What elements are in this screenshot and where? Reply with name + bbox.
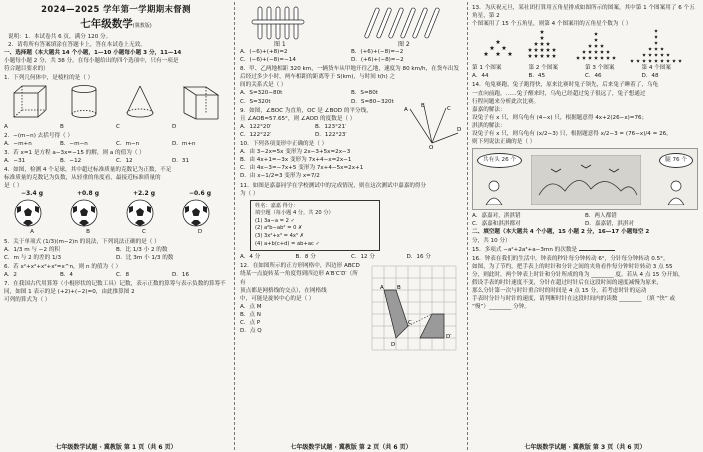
star-icon bbox=[636, 59, 640, 62]
question-1: 1．下列几何体中，是棱柱的是（ ） bbox=[4, 75, 94, 82]
star-icon bbox=[648, 47, 652, 50]
page-2 bbox=[240, 4, 462, 444]
q2-option-a: A．−m+n bbox=[4, 140, 32, 147]
question-3: 3．若 x=1 是方程 a−3x=−15 的解，则 a 的值为（ ） bbox=[4, 149, 145, 156]
question-8-line2: 间的关系式是（ ） bbox=[240, 82, 287, 89]
star-icon bbox=[588, 56, 592, 60]
question-16: 16．钟表在我们的生活中，钟表的秒针每分钟转动 6°，分针每分钟转动 0.5°。 bbox=[472, 255, 669, 262]
exam-subject: 七年级数学(冀教版) bbox=[80, 18, 152, 30]
column-divider bbox=[234, 2, 235, 450]
pattern-label-2: 第 2 个图案 bbox=[528, 65, 558, 72]
question-4-line2: 标准质量的克数记为负数，从轻重的角度看，最接近标准质量的 bbox=[4, 175, 161, 182]
grid-diagram bbox=[368, 262, 460, 354]
star-icon bbox=[654, 47, 658, 50]
figure-2-label: 图 2 bbox=[398, 41, 410, 48]
soccer-ball-icon bbox=[181, 198, 211, 228]
star-icon bbox=[660, 59, 664, 62]
svg-text:C: C bbox=[408, 320, 412, 327]
q1-option-a: A bbox=[4, 123, 8, 130]
star-icon bbox=[528, 54, 532, 58]
question-12: 12．在如图所示的正方形网格中，四边形 ABCD 绕某一点旋转某一角度得到四边形 A′B′C′D′（所有 bbox=[240, 263, 360, 286]
svg-text:A: A bbox=[380, 285, 384, 292]
star-icon bbox=[490, 46, 495, 50]
matchstick-figures bbox=[240, 4, 462, 48]
star-icon bbox=[654, 59, 658, 62]
star-icon bbox=[600, 44, 604, 48]
q14-option-a: A．嘉嘉对，淇淇错 bbox=[472, 213, 521, 220]
star-icon bbox=[540, 48, 544, 52]
star-icon bbox=[594, 38, 598, 42]
comic-illustration bbox=[472, 148, 698, 210]
soccer-ball-icon bbox=[69, 198, 99, 228]
star-icon bbox=[552, 54, 556, 58]
pattern-label-3: 第 3 个图案 bbox=[585, 65, 615, 72]
q14-option-b: B．两人都错 bbox=[585, 213, 617, 220]
star-icon bbox=[534, 42, 538, 46]
svg-text:O: O bbox=[429, 144, 434, 149]
q7-option-a: A．(−6)+(+8)=2 bbox=[240, 49, 288, 55]
figure-a-cube bbox=[14, 86, 46, 117]
star-icon bbox=[654, 35, 658, 38]
star-pattern bbox=[472, 28, 698, 64]
question-9-line2: 且 ∠AOB=57.65°，则 ∠AOD 的度数是（ ） bbox=[240, 115, 356, 122]
star-icon bbox=[496, 40, 501, 44]
q10-option-a: A．由 3−2x=5x 变形为 2x−3+5x=2x−3 bbox=[240, 149, 351, 156]
q5-option-d: D．比 3m 小 1/3 的数 bbox=[116, 254, 174, 261]
star-icon bbox=[678, 59, 682, 62]
ball-d: −0.6 g D bbox=[181, 190, 219, 236]
q12-option-a: A．点 M bbox=[240, 303, 262, 310]
star-icon bbox=[600, 56, 604, 60]
soccer-ball-icon bbox=[125, 198, 155, 228]
q8-option-d: D．S=80−320t bbox=[351, 98, 394, 105]
svg-text:B: B bbox=[421, 102, 425, 109]
star-icon bbox=[660, 53, 664, 56]
q12-option-d: D．点 Q bbox=[240, 328, 262, 335]
star-icon bbox=[648, 53, 652, 56]
q5-option-c: C．m 与 2 的差的 1/3 bbox=[4, 254, 61, 261]
q11-option-c: C．12 分 bbox=[351, 254, 375, 261]
star-icon bbox=[654, 41, 658, 44]
figure-1-label: 图 1 bbox=[274, 41, 286, 48]
question-7-line2: 可列的算式为（ ） bbox=[4, 297, 51, 304]
ball-b: +0.8 g B bbox=[69, 190, 107, 236]
q12-option-c: C．点 P bbox=[240, 320, 261, 326]
star-icon bbox=[534, 54, 538, 58]
star-icon bbox=[648, 59, 652, 62]
section-1-heading-c: 符合题目要求的） bbox=[4, 66, 49, 73]
pattern-label-4: 第 4 个图案 bbox=[641, 65, 671, 72]
question-4: 4．如图，检测 4 个足球，其中超过标准质量的克数记为正数，不足 bbox=[4, 167, 172, 174]
angle-diagram bbox=[402, 103, 462, 149]
q8-option-a: A．S=320−80t bbox=[240, 90, 283, 97]
star-icon bbox=[502, 46, 507, 50]
star-icon bbox=[540, 42, 544, 46]
figure-1-sticks bbox=[252, 7, 304, 39]
instruction-1: 说明：1．本试卷共 6 页，满分 120 分。 bbox=[8, 34, 112, 40]
answer-board: 姓名：嘉嘉 得分： 填空题（每小题 4 分，共 20 分） (1) 3a−a = 2 ✓ (2) a²b−ab² = 0 ✗ (3) 3x²+x³ = 4x⁵ ✗ (4) a+b(c+d) = ab+ac ✓ bbox=[250, 200, 380, 252]
footer-page-3: 七年级数学试题 · 冀教版 第 3 页（共 6 页） bbox=[524, 444, 646, 451]
q13-option-b: B．45 bbox=[528, 73, 546, 80]
q11-option-a: A．4 分 bbox=[240, 254, 261, 261]
svg-text:D: D bbox=[457, 126, 462, 133]
star-icon bbox=[672, 59, 676, 62]
star-icon bbox=[654, 53, 658, 56]
figure-c-cone bbox=[127, 86, 153, 117]
question-6: 6．若 x²+x²+x²+x²=x^n，则 n 的值为（ ） bbox=[4, 263, 122, 270]
q9-option-c: C．122°22′ bbox=[240, 131, 272, 138]
q9-option-b: B．123°21′ bbox=[315, 123, 347, 130]
question-10: 10．下列各项变形中正确的是（ ） bbox=[240, 141, 328, 148]
q1-option-b: B bbox=[60, 123, 64, 130]
person-icon bbox=[665, 179, 687, 205]
q13-option-c: C．46 bbox=[585, 73, 602, 80]
star-icon bbox=[508, 52, 513, 56]
q13-option-a: A．44 bbox=[472, 73, 489, 80]
star-icon bbox=[540, 30, 544, 34]
q5-option-b: B．比 1/3 小 2 的数 bbox=[116, 246, 168, 253]
q9-option-a: A．122°20′ bbox=[240, 123, 272, 130]
q3-option-c: C．12 bbox=[116, 157, 133, 164]
ball-c: +2.2 g C bbox=[125, 190, 163, 236]
page-1 bbox=[4, 4, 228, 444]
q6-option-d: D．16 bbox=[172, 271, 190, 278]
star-icon bbox=[576, 56, 580, 60]
q13-option-d: D．48 bbox=[641, 73, 659, 80]
instruction-2: 2．请将所有答案填涂在答题卡上，答在本试卷上无效。 bbox=[8, 42, 146, 49]
speech-bubble-right: 腿 76 个 bbox=[659, 153, 693, 168]
soccer-balls bbox=[4, 190, 228, 236]
pattern-label-1: 第 1 个图案 bbox=[472, 65, 502, 72]
q11-option-b: B．8 分 bbox=[295, 254, 316, 261]
question-7: 7．在我国古代用算筹（小棍形状的记数工具）记数，表示正数的算筹与表示负数的算筹不同，如图 1 表示的是 (+2)+(−2)=0，由此推算图 2 bbox=[4, 280, 226, 296]
star-icon bbox=[630, 59, 634, 62]
section-1-heading: 一、选择题（本大题共 14 个小题，1—10 小题每小题 3 分，11—14 bbox=[4, 50, 182, 57]
q2-option-d: D．m+n bbox=[172, 140, 196, 147]
question-11-line2: 为（ ） bbox=[240, 190, 259, 197]
question-12-block: 12．在如图所示的正方形网格中，四边形 ABCD 绕某一点旋转某一角度得到四边形 A′B′C′D′（所有 顶点都是网格线的交点），在网格线 中，可能是旋转中心的是（ ） A．点 M B．点 N C．点 P D．点 Q A B C D D′ bbox=[240, 262, 462, 335]
star-icon bbox=[582, 50, 586, 54]
q2-option-b: B．−m−n bbox=[60, 140, 88, 147]
column-divider bbox=[467, 2, 468, 450]
section-2-heading: 二、填空题（本大题共 4 个小题，15 小题 2 分，16—17 小题每空 2 bbox=[472, 229, 650, 236]
star-icon bbox=[546, 54, 550, 58]
q6-option-c: C．8 bbox=[116, 271, 130, 278]
figure-b-cylinder bbox=[72, 85, 96, 117]
figure-2-sticks bbox=[364, 7, 440, 38]
star-icon bbox=[546, 42, 550, 46]
star-icon bbox=[496, 52, 501, 56]
star-icon bbox=[528, 48, 532, 52]
q5-option-a: A．1/3 m 与 −2 的积 bbox=[4, 246, 61, 253]
star-icon bbox=[594, 32, 598, 36]
q8-option-b: B．S=80t bbox=[351, 90, 378, 97]
q9-option-d: D．122°23′ bbox=[315, 131, 347, 138]
question-13-line2: 个图案用了 15 个五角星，则第 4 个图案用的五角星个数为（ ） bbox=[472, 21, 632, 28]
star-icon bbox=[594, 50, 598, 54]
star-icon bbox=[594, 44, 598, 48]
question-9: 9．如图，∠BOC 为直角，OC 是 ∠BOD 的平分线， bbox=[240, 107, 372, 114]
person-icon bbox=[483, 179, 505, 205]
q3-option-a: A．−31 bbox=[4, 157, 26, 164]
question-13: 13．为庆祝元旦，某社团打算用五角星排成如图所示的图案，其中第 1 个图案用了 6 个五角星，第 2 bbox=[472, 5, 695, 20]
question-2: 2．−(m−n) 去括号得（ ） bbox=[4, 132, 74, 139]
star-icon bbox=[666, 59, 670, 62]
section-1-heading-b: 小题每小题 2 分，共 38 分。在每小题给出的四个选项中，只有一项是 bbox=[4, 58, 179, 65]
svg-text:A: A bbox=[404, 106, 408, 113]
star-icon bbox=[540, 36, 544, 40]
q8-option-c: C．S=320t bbox=[240, 98, 271, 105]
star-icon bbox=[612, 56, 616, 60]
q11-option-d: D．16 分 bbox=[406, 254, 431, 261]
footer-page-1: 七年级数学试题 · 冀教版 第 1 页（共 6 页） bbox=[55, 444, 177, 451]
q2-option-c: C．m−n bbox=[116, 140, 140, 147]
star-icon bbox=[606, 50, 610, 54]
star-icon bbox=[588, 44, 592, 48]
figure-d-prism bbox=[184, 87, 218, 119]
star-icon bbox=[654, 29, 658, 32]
q1-option-c: C bbox=[116, 123, 120, 130]
star-icon bbox=[534, 48, 538, 52]
soccer-ball-icon bbox=[13, 198, 43, 228]
star-icon bbox=[588, 50, 592, 54]
q6-option-b: B．4 bbox=[60, 271, 73, 278]
exam-header: 2024—2025 学年第一学期期末督测 bbox=[41, 4, 191, 14]
q12-option-b: B．点 N bbox=[240, 311, 261, 318]
birds-scene-icon bbox=[531, 155, 641, 205]
question-14: 14．龟兔赛跑，兔子跑得快，原来比赛时兔子领先，后来兔子睡着了，乌龟 bbox=[472, 82, 659, 89]
question-5: 5．关于单项式 (1/3)(m−2)n 的说法，下列说法正确的是（ ） bbox=[4, 238, 160, 245]
q6-option-a: A．2 bbox=[4, 271, 17, 278]
svg-text:D′: D′ bbox=[446, 334, 452, 341]
star-icon bbox=[552, 48, 556, 52]
star-icon bbox=[642, 59, 646, 62]
question-8: 8．甲、乙两地相距 320 km，一辆货车从甲地开往乙地，速度为 80 km/h，在货车出发后经过多少小时，两车相距的距离等于 S(km)，与时间 t(h) 之 bbox=[240, 66, 460, 81]
q1-option-d: D bbox=[172, 123, 177, 130]
question-15: 15．多项式 −a²+2a³+a−3mn 的次数是 bbox=[472, 246, 698, 254]
footer-page-2: 七年级数学试题 · 冀教版 第 2 页（共 6 页） bbox=[290, 444, 412, 451]
star-icon bbox=[642, 53, 646, 56]
q3-option-b: B．−12 bbox=[60, 157, 82, 164]
q7-option-c: C．(−6)+(−8)=−14 bbox=[240, 57, 296, 64]
q3-option-d: D．31 bbox=[172, 157, 190, 164]
star-icon bbox=[582, 56, 586, 60]
q14-option-d: D．嘉嘉错，淇淇对 bbox=[585, 221, 635, 228]
ball-a: −3.4 g A bbox=[13, 190, 51, 236]
page-3: 13．为庆祝元旦，某社团打算用五角星排成如图所示的图案，其中第 1 个图案用了 6 个五角星，第 2 个图案用了 15 个五角星，则第 4 个图案用的五角星个数为（ ） 第 1 个图案 第 2 个图案 第 3 个图案 第 4 个图案 A．44 B．45 C．46 D．48 14．龟兔赛跑，兔子跑得快，原来比赛时兔子领先，后来兔子睡着了，乌龟 一直向前跑，……兔子醒来时，乌龟已经超过兔子很远了，兔子想通过 行程问题来分析此次比赛。 嘉嘉的解法： 设兔子有 x 只，则乌龟有 (4−x) 只，根据题意得 4x+2(26−x)=76； 淇淇的解法： 设兔子有 x 只，则乌龟有 (x/2−3) 只，根据题意得 x/2−3 = (76−x)/4 = 26。 则下列说法正确的是（ ） 共有头 26 个 腿 76 个 A．嘉嘉对，淇淇错 B．两人都错 C．嘉嘉和淇淇都对 D．嘉嘉错，淇淇对 二、填空题（本大题共 4 个小题，15 小题 2 分，16—17 小题每空 2 分，共 10 分） 15．多项式 −a²+2a³+a−3mn 的次数是 16．钟表在我们的生活中，钟表的秒针每分钟转动 6°，分针每分钟转动 0.5°。 如图，为了节约，把手表上的时针和分针之间的夹角看作每分钟时针转动 3 点 55 分，则此时，两个钟表上时针和分针所成的角为 ________ 度。若从 4 点 15 分开始， 假设手表的时针速度不变，分针在超过时针后在这段时间的速度减慢为原来， 那么分针第一次与时针重合时的时间是 4 点 15 分，若考虑时针的运动 手表时分针与时针的速度，请判断时针在这段时间内的读数 ________ （填 “快” 或 “慢”）________ 分钟。 bbox=[472, 4, 698, 444]
star-icon bbox=[606, 56, 610, 60]
q10-option-d: D．由 x−1/2=3 变形为 x=7/2 bbox=[240, 173, 320, 180]
star-icon bbox=[484, 52, 489, 56]
star-icon bbox=[660, 47, 664, 50]
svg-text:C: C bbox=[447, 105, 451, 112]
question-4-line3: 是（ ） bbox=[4, 183, 23, 190]
star-icon bbox=[666, 53, 670, 56]
star-icon bbox=[546, 48, 550, 52]
q10-option-b: B．由 4x+1=−3x 变形为 7x+4−x=2x−1 bbox=[240, 157, 352, 164]
star-icon bbox=[600, 50, 604, 54]
speech-bubble-left: 共有头 26 个 bbox=[477, 153, 522, 168]
q14-option-c: C．嘉嘉和淇淇都对 bbox=[472, 221, 521, 228]
q10-option-c: C．由 4x−3=−7x+5 变形为 7x+4−5x=2x+1 bbox=[240, 165, 364, 172]
question-11: 11．如图是嘉嘉同学在学校测试中的完成情况，则在这次测试中嘉嘉的得分 bbox=[240, 182, 427, 189]
star-icon bbox=[594, 56, 598, 60]
svg-text:D: D bbox=[391, 342, 396, 349]
q7-option-b: B．(+6)+(−8)=−2 bbox=[351, 49, 404, 55]
q7-option-d: D．(+6)+(−8)=−2 bbox=[351, 57, 404, 64]
solid-figures bbox=[4, 83, 228, 123]
star-icon bbox=[540, 54, 544, 58]
svg-text:B: B bbox=[397, 285, 401, 292]
